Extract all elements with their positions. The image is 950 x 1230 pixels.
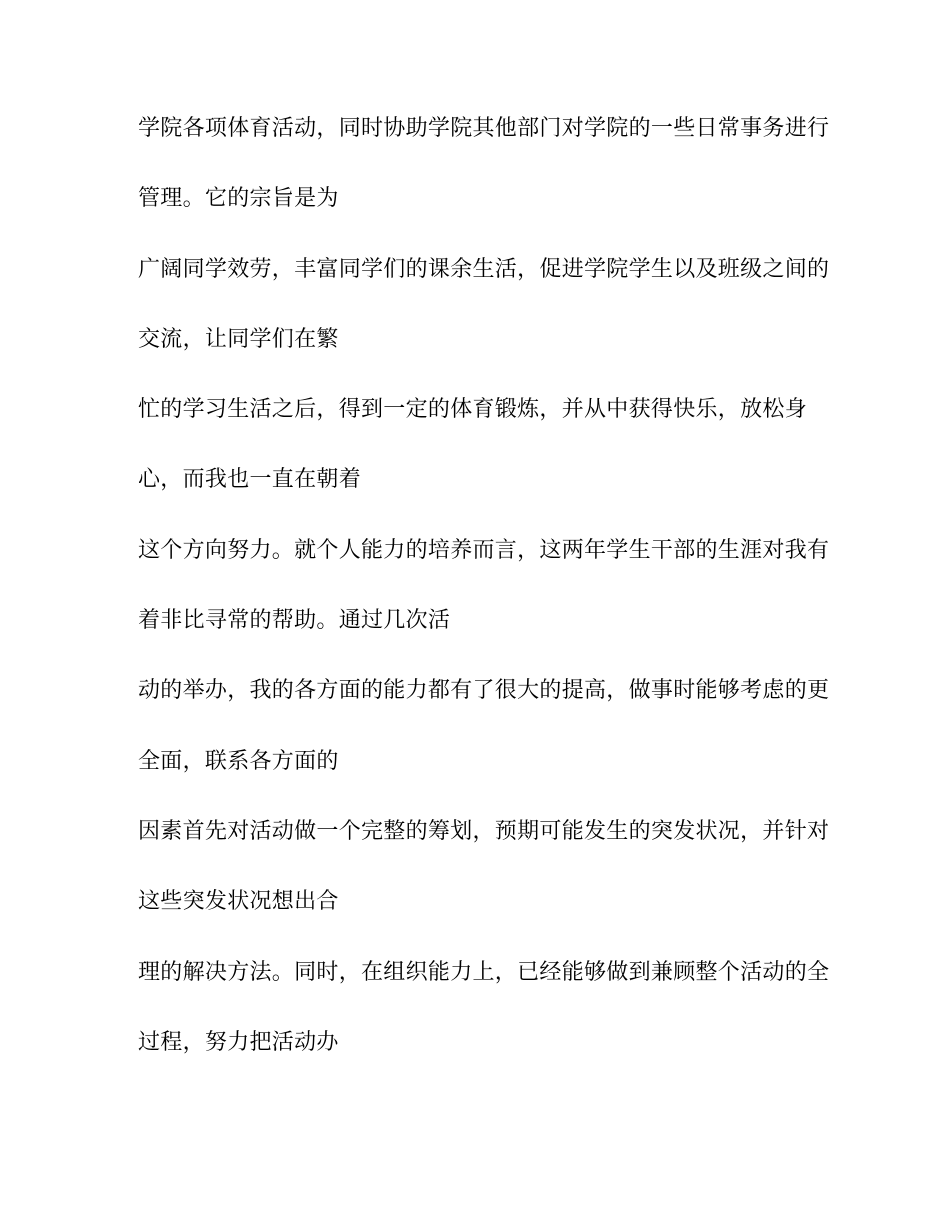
text-line-13: 理的解决方法。同时，在组织能力上，已经能够做到兼顾整个活动的全 <box>138 959 830 985</box>
text-line-7: 这个方向努力。就个人能力的培养而言，这两年学生干部的生涯对我有 <box>138 537 830 563</box>
text-line-8: 着非比寻常的帮助。通过几次活 <box>138 608 451 634</box>
text-line-14: 过程，努力把活动办 <box>138 1029 339 1055</box>
text-line-2: 管理。它的宗旨是为 <box>138 186 339 212</box>
text-line-6: 心，而我也一直在朝着 <box>138 467 362 493</box>
text-line-12: 这些突发状况想出合 <box>138 889 339 915</box>
text-line-4: 交流，让同学们在繁 <box>138 326 339 352</box>
text-line-5: 忙的学习生活之后，得到一定的体育锻炼，并从中获得快乐，放松身 <box>138 397 808 423</box>
text-line-9: 动的举办，我的各方面的能力都有了很大的提高，做事时能够考虑的更 <box>138 678 830 704</box>
text-line-11: 因素首先对活动做一个完整的筹划，预期可能发生的突发状况，并针对 <box>138 818 830 844</box>
body-text <box>138 117 828 1101</box>
text-line-1: 学院各项体育活动，同时协助学院其他部门对学院的一些日常事务进行 <box>138 116 830 141</box>
text-line-3: 广阔同学效劳，丰富同学们的课余生活，促进学院学生以及班级之间的 <box>138 256 830 282</box>
text-line-10: 全面，联系各方面的 <box>138 748 339 774</box>
